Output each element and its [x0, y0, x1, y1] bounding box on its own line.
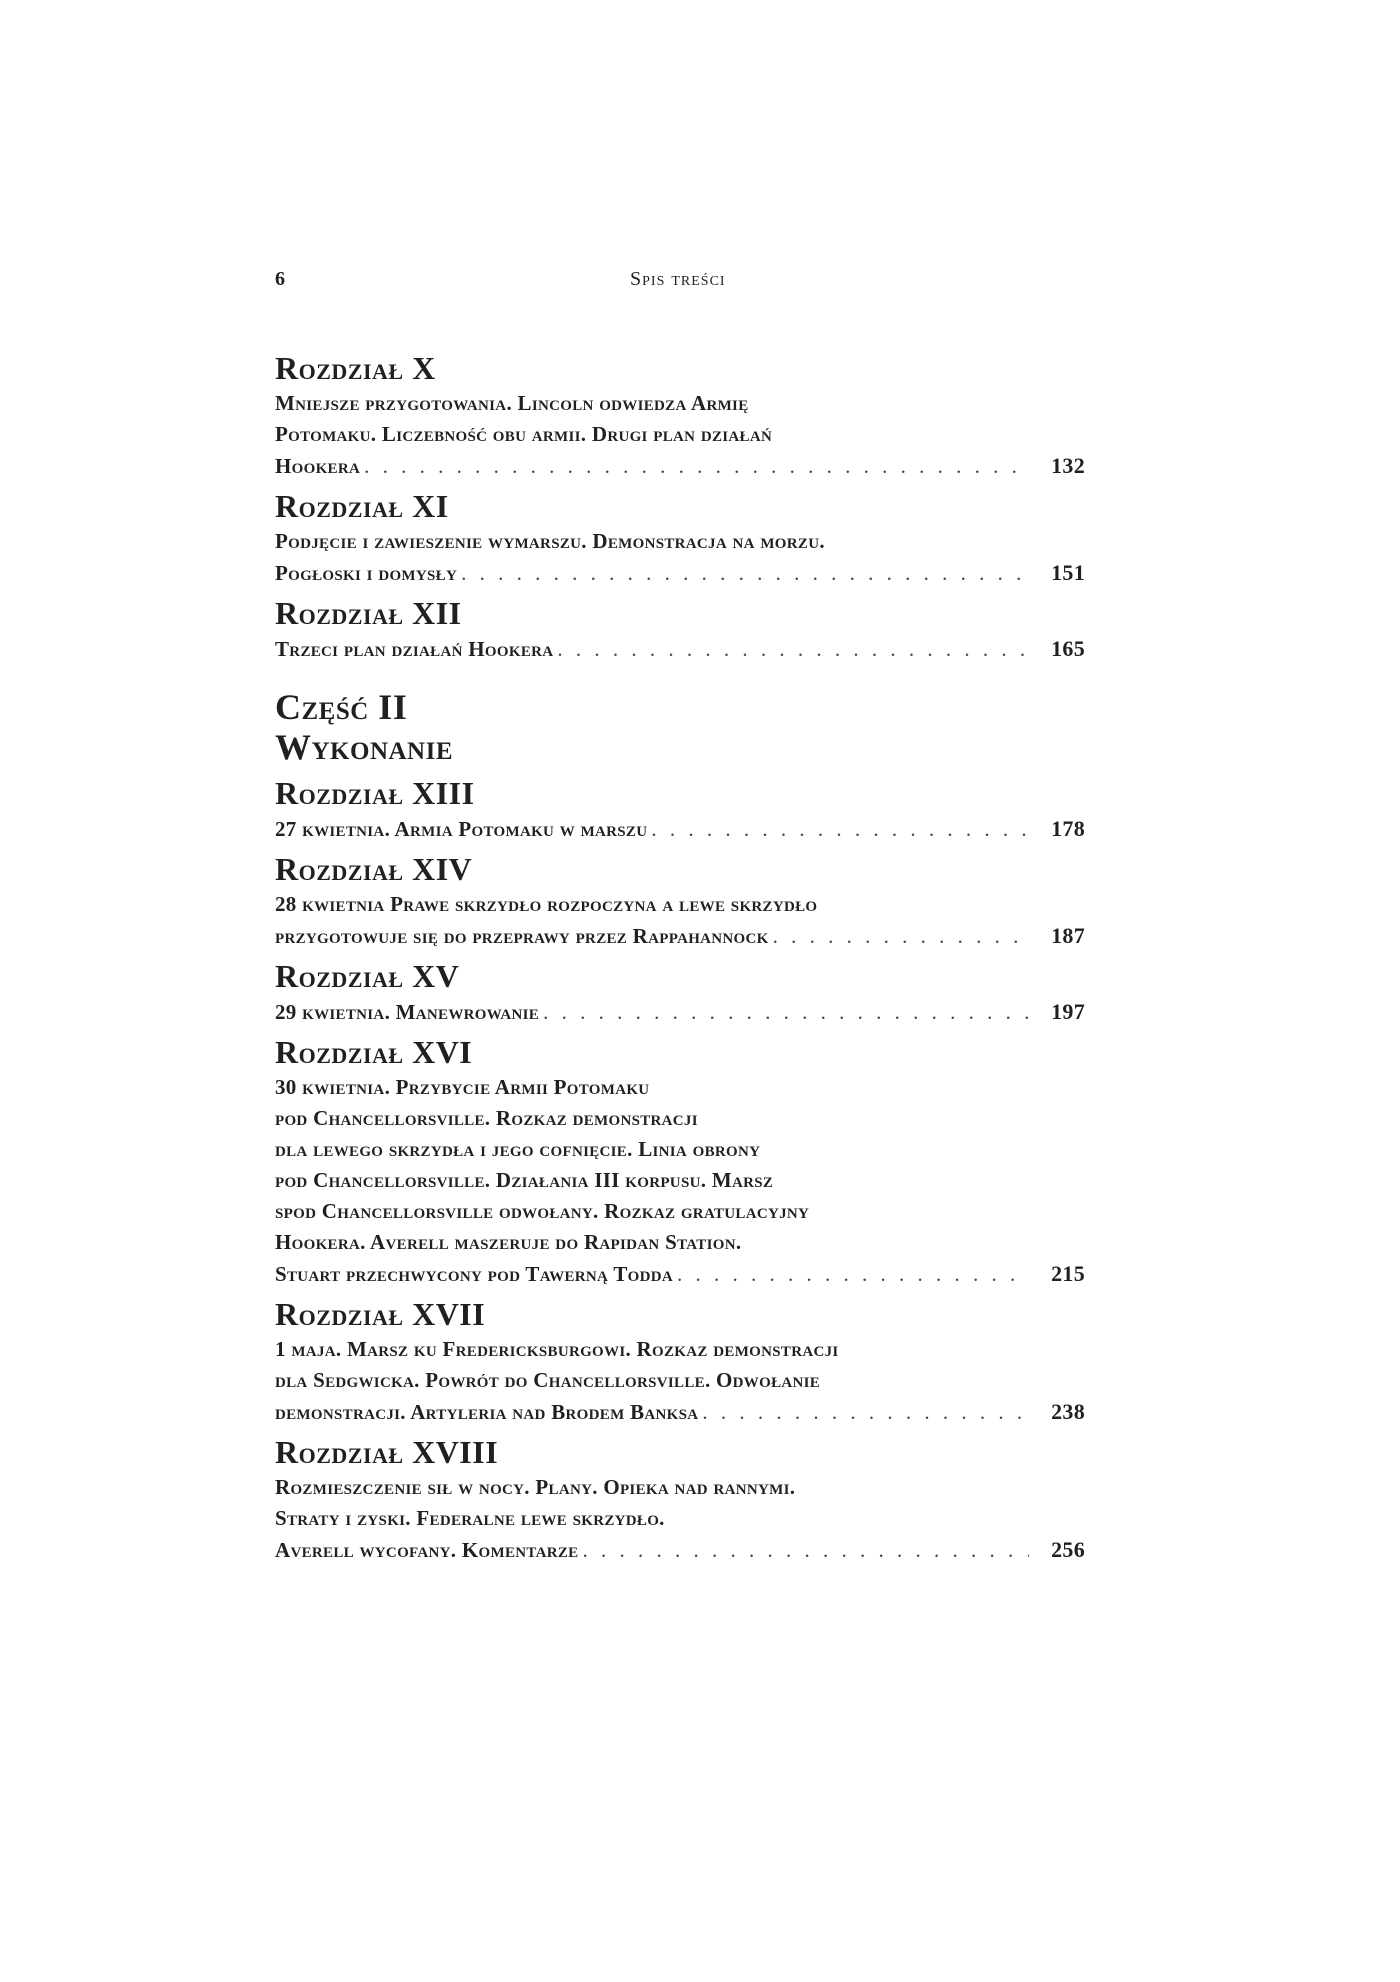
page-reference: 165: [1051, 636, 1085, 661]
chapter-description-line: dla lewego skrzydła i jego cofnięcie. Linia obrony: [275, 1137, 761, 1161]
dot-leader: [677, 1259, 1029, 1290]
toc-entry-line: [275, 633, 1085, 665]
dot-leader: [364, 451, 1029, 482]
chapter-description-line: 27 kwietnia. Armia Potomaku w marszu: [275, 817, 648, 841]
toc-chapter: [275, 1432, 1085, 1566]
page-reference: 187: [1051, 923, 1085, 948]
chapter-description-line: Pogłoski i domysły: [275, 561, 458, 585]
chapter-heading: Rozdział X: [275, 350, 436, 386]
chapter-heading: Rozdział XIII: [275, 775, 475, 811]
chapter-description-line: Hookera. Averell maszeruje do Rapidan Station.: [275, 1230, 742, 1254]
chapter-description-line: pod Chancellorsville. Działania III korpusu. Marsz: [275, 1168, 774, 1192]
toc-chapter: [275, 348, 1085, 482]
dot-leader: [651, 814, 1029, 845]
chapter-heading: Rozdział XV: [275, 958, 460, 994]
toc-chapter: [275, 1032, 1085, 1290]
dot-leader: [582, 1535, 1029, 1566]
page-reference: 197: [1051, 999, 1085, 1024]
chapter-description-line: 28 kwietnia Prawe skrzydło rozpoczyna a lewe skrzydło: [275, 892, 818, 916]
toc-chapter: [275, 1294, 1085, 1428]
page-reference: 132: [1051, 453, 1085, 478]
toc-entry-line: [275, 1258, 1085, 1290]
chapter-description-line: dla Sedgwicka. Powrót do Chancellorsville. Odwołanie: [275, 1368, 821, 1392]
page-reference: 178: [1051, 816, 1085, 841]
table-of-contents: [275, 348, 1085, 1566]
dot-leader: [557, 634, 1029, 665]
chapter-description-line: Trzeci plan działań Hookera: [275, 637, 554, 661]
chapter-description-line: spod Chancellorsville odwołany. Rozkaz gratulacyjny: [275, 1199, 810, 1223]
chapter-description-line: Straty i zyski. Federalne lewe skrzydło.: [275, 1506, 665, 1530]
chapter-description-line: Hookera: [275, 454, 361, 478]
chapter-heading: Rozdział XVII: [275, 1296, 486, 1332]
toc-chapter: [275, 849, 1085, 952]
running-head: [275, 268, 1083, 304]
toc-chapter: [275, 486, 1085, 589]
chapter-heading: Rozdział XVI: [275, 1034, 473, 1070]
chapter-description-line: 30 kwietnia. Przybycie Armii Potomaku: [275, 1075, 650, 1099]
chapter-description-line: 29 kwietnia. Manewrowanie: [275, 1000, 540, 1024]
toc-entry-line: [275, 920, 1085, 952]
toc-entry-line: [275, 1396, 1085, 1428]
part-title: Część II: [275, 687, 408, 727]
page-reference: 238: [1051, 1399, 1085, 1424]
page-reference: 256: [1051, 1537, 1085, 1562]
toc-chapter: [275, 956, 1085, 1028]
toc-entry-line: [275, 1534, 1085, 1566]
chapter-description-line: przygotowuje się do przeprawy przez Rappahannock: [275, 924, 769, 948]
chapter-group-second: [275, 773, 1085, 1566]
chapter-heading: Rozdział XI: [275, 488, 449, 524]
toc-chapter: [275, 593, 1085, 665]
page-reference: 151: [1051, 560, 1085, 585]
running-title: Spis treści: [630, 268, 726, 290]
toc-chapter: [275, 773, 1085, 845]
toc-entry-line: [275, 450, 1085, 482]
chapter-heading: Rozdział XII: [275, 595, 462, 631]
chapter-description-line: Potomaku. Liczebność obu armii. Drugi plan działań: [275, 422, 773, 446]
page-reference: 215: [1051, 1261, 1085, 1286]
toc-entry-line: [275, 996, 1085, 1028]
toc-entry-line: [275, 557, 1085, 589]
part-heading-block: [275, 687, 1085, 767]
chapter-description-line: Mniejsze przygotowania. Lincoln odwiedza Armię: [275, 391, 749, 415]
chapter-description-line: pod Chancellorsville. Rozkaz demonstracji: [275, 1106, 698, 1130]
chapter-group-first: [275, 348, 1085, 665]
part-subtitle: Wykonanie: [275, 727, 454, 767]
dot-leader: [773, 921, 1029, 952]
chapter-description-line: demonstracji. Artyleria nad Brodem Banksa: [275, 1400, 699, 1424]
page-number: 6: [275, 268, 285, 290]
toc-entry-line: [275, 813, 1085, 845]
chapter-description-line: Averell wycofany. Komentarze: [275, 1538, 579, 1562]
dot-leader: [543, 997, 1029, 1028]
chapter-description-line: Podjęcie i zawieszenie wymarszu. Demonstracja na morzu.: [275, 529, 825, 553]
chapter-heading: Rozdział XVIII: [275, 1434, 499, 1470]
chapter-description-line: Rozmieszczenie sił w nocy. Plany. Opieka nad rannymi.: [275, 1475, 796, 1499]
dot-leader: [461, 558, 1029, 589]
chapter-description-line: 1 maja. Marsz ku Fredericksburgowi. Rozkaz demonstracji: [275, 1337, 839, 1361]
chapter-heading: Rozdział XIV: [275, 851, 473, 887]
chapter-description-line: Stuart przechwycony pod Tawerną Todda: [275, 1262, 674, 1286]
dot-leader: [702, 1397, 1029, 1428]
